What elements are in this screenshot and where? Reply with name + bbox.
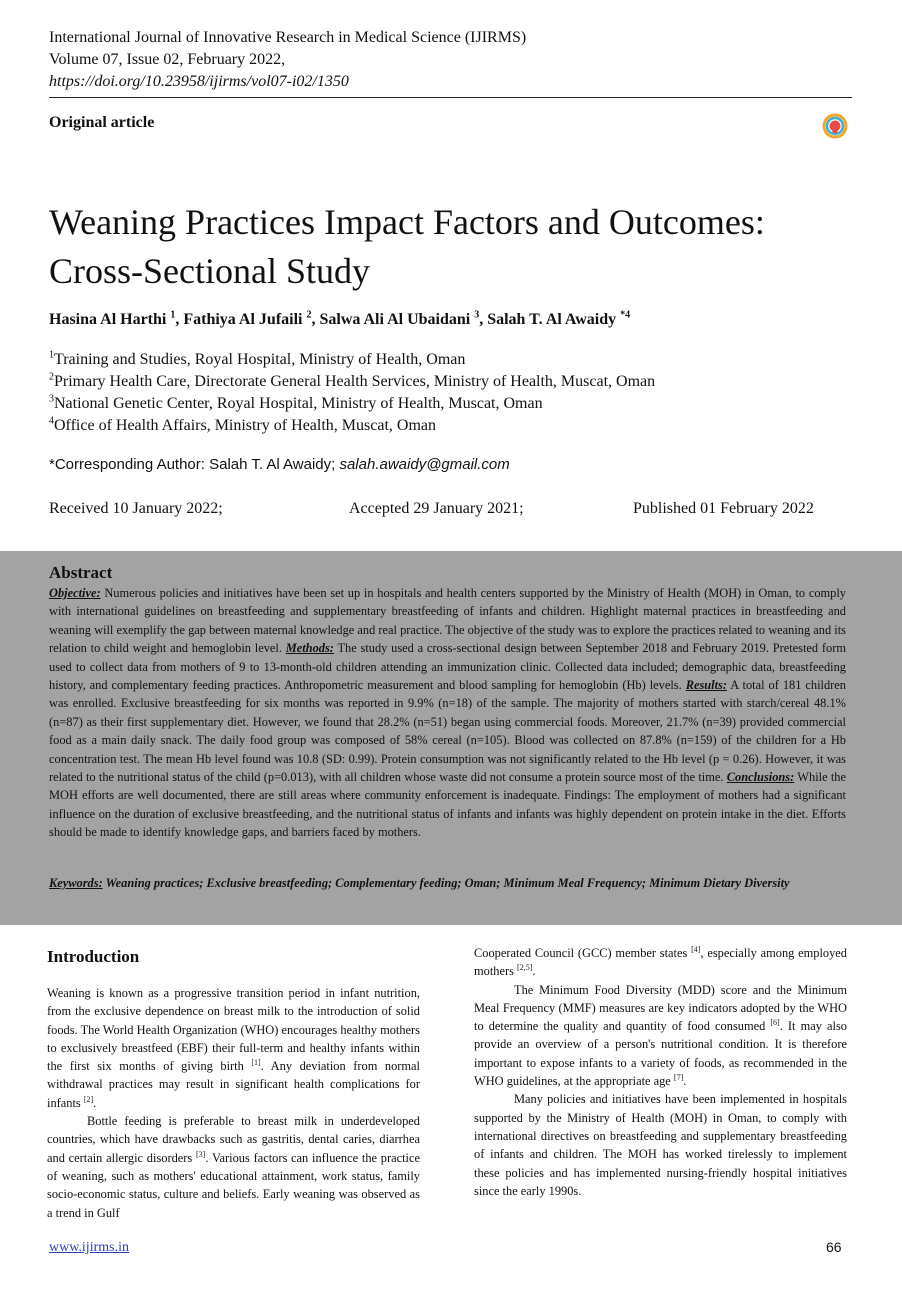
paragraph — [474, 981, 847, 1091]
author-name: Hasina Al Harthi — [49, 311, 167, 328]
keywords-label: Keywords: — [49, 876, 103, 890]
title-line-2: Cross-Sectional Study — [49, 251, 370, 291]
affiliation-text: Training and Studies, Royal Hospital, Ministry of Health, Oman — [54, 351, 466, 368]
author-name: Salah T. Al Awaidy — [487, 311, 617, 328]
article-type: Original article — [49, 114, 155, 131]
affiliation-1 — [49, 349, 465, 371]
citation[interactable]: [6] — [770, 1018, 780, 1028]
text: Weaning is known as a progressive transition period in infant nutrition, from the exclusive dependence on breast milk to the introduction of solid foods. The World Health Organization (WHO) encourages healthy mothers to exclusively breastfeed (EBF) their full-term and healthy infants within the first six months of giving birth — [47, 986, 420, 1074]
citation[interactable]: [2,5] — [517, 963, 533, 973]
text: . — [683, 1074, 687, 1089]
methods-label: Methods: — [285, 641, 334, 656]
affiliation-number: 1 — [49, 349, 54, 361]
article-title — [49, 198, 849, 296]
volume-issue: Volume 07, Issue 02, February 2022, — [49, 51, 286, 68]
header-divider — [49, 97, 852, 98]
keywords — [49, 874, 846, 892]
text: . Various factors can influence the practice of weaning, such as mothers' educational attainment, work status, family socio-economic status, culture and beliefs. Early weaning was observed as a trend in Gulf — [47, 1150, 420, 1220]
page-number: 66 — [826, 1239, 842, 1255]
corresponding-author — [49, 456, 510, 473]
author-affiliation-mark: 2 — [306, 309, 312, 321]
paragraph — [474, 1090, 847, 1200]
doi-link[interactable]: https://doi.org/10.23958/ijirms/vol07-i02/1350 — [49, 73, 349, 90]
citation[interactable]: [4] — [691, 944, 701, 954]
paragraph — [474, 944, 847, 981]
published-date: Published 01 February 2022 — [633, 500, 814, 517]
text: The Minimum Food Diversity (MDD) score and the Minimum Meal Frequency (MMF) measures are key indicators adopted by the WHO to determine the quality and quantity of food consumed — [474, 982, 847, 1034]
conclusions-label: Conclusions: — [726, 770, 795, 785]
author-name: Fathiya Al Jufaili — [183, 311, 303, 328]
corresponding-email[interactable]: salah.awaidy@gmail.com — [339, 456, 510, 473]
paragraph — [47, 1112, 420, 1222]
journal-name: International Journal of Innovative Research in Medical Science (IJIRMS) — [49, 29, 527, 46]
conclusions-text: While the MOH efforts are well documented, there are still areas where community enforcement is inadequate. Findings: The employment of mothers had a significant influence on the duration of exclusive breastfeeding, and the nutritional status of infants and infants was highly dependent on protein intake in the diet. Efforts should be made to identify knowledge gaps, and barriers faced by mothers. — [49, 770, 846, 840]
affiliation-number: 3 — [49, 393, 54, 405]
affiliation-number: 2 — [49, 371, 54, 383]
corresponding-label: *Corresponding Author: Salah T. Al Awaidy; — [49, 456, 340, 473]
introduction-heading: Introduction — [47, 947, 140, 966]
affiliation-text: Office of Health Affairs, Ministry of Health, Muscat, Oman — [54, 417, 436, 434]
text: Many policies and initiatives have been implemented in hospitals supported by the Ministry of Health (MOH) in Oman, to comply with international directives on breastfeeding and supplementary breastfeeding of infants and children. The MOH has worked tirelessly to implement these policies and has implemented nursing-friendly hospital initiatives since the early 1990s. — [474, 1092, 847, 1198]
author-list: Hasina Al Harthi $^1$, Fathiya Al Jufaili $^2$, Salwa Ali Al Ubaidani $^3$, Salah T. Al Awaidy $^{*4}$ — [49, 309, 631, 328]
text: . — [93, 1095, 97, 1110]
objective-label: Objective: — [49, 586, 101, 600]
text: Cooperated Council (GCC) member states — [474, 946, 692, 960]
author-affiliation-mark: *4 — [620, 309, 631, 321]
affiliation-text: National Genetic Center, Royal Hospital, Ministry of Health, Muscat, Oman — [54, 395, 543, 412]
right-column — [474, 944, 847, 1200]
left-column — [47, 984, 420, 1222]
text: , especially among employed mothers — [474, 946, 847, 979]
text: . Any deviation from normal withdrawal practices may result in significant health complications for infants — [47, 1059, 420, 1110]
results-label: Results: — [685, 678, 727, 693]
author-affiliation-mark: 1 — [170, 309, 176, 321]
accepted-date: Accepted 29 January 2021; — [349, 500, 524, 517]
abstract-heading: Abstract — [49, 563, 113, 582]
author-affiliation-mark: 3 — [474, 309, 480, 321]
objective-text: Numerous policies and initiatives have been set up in hospitals and health centers supported by the Ministry of Health (MOH) in Oman, to comply with international guidelines on breastfeeding and supplementary breastfeeding of infants and children. Highlight maternal practices in breastfeeding and weaning will exemplify the gap between maternal knowledge and real practice. The objective of the study was to explore the practices related to weaning and its relation to child weight and hemoglobin level. — [49, 586, 846, 656]
keywords-text: Weaning practices; Exclusive breastfeeding; Complementary feeding; Oman; Minimum Meal Frequency; Minimum Dietary Diversity — [102, 876, 790, 890]
text: . It may also provide an overview of a person's nutritional condition. It is therefore important to expose infants to a variety of foods, as recommended in the WHO guidelines, at the appropriate age — [474, 1019, 847, 1089]
methods-text: The study used a cross-sectional design between September 2018 and February 2019. Pretested form used to collect data from mothers of 9 to 13-month-old children attending an immunization clinic. Collected data included; demographic data, breastfeeding history, and complementary feeding practices. Anthropometric measurement and blood sampling for hemoglobin (Hb) levels. — [49, 641, 846, 693]
title-line-1: Weaning Practices Impact Factors and Outcomes: — [49, 202, 765, 242]
affiliation-number: 4 — [49, 415, 54, 427]
text: . — [532, 964, 536, 979]
citation[interactable]: [7] — [673, 1072, 684, 1082]
citation[interactable]: [3] — [196, 1149, 206, 1159]
abstract-body — [49, 584, 846, 842]
affiliation-text: Primary Health Care, Directorate General Health Services, Ministry of Health, Muscat, Oman — [54, 373, 656, 390]
citation[interactable]: [1] — [251, 1058, 261, 1068]
affiliation-2 — [49, 371, 655, 393]
journal-website-link[interactable]: www.ijirms.in — [49, 1240, 129, 1255]
text: Bottle feeding is preferable to breast milk in underdeveloped countries, which have drawbacks such as gastritis, dental caries, diarrhea and certain allergic disorders — [47, 1114, 420, 1165]
affiliation-4 — [49, 415, 436, 437]
author-name: Salwa Ali Al Ubaidani — [319, 311, 471, 328]
results-text: A total of 181 children was enrolled. Exclusive breastfeeding for six months was reported in 9.9% (n=18) of the sample. The majority of mothers started with starch/cereal 48.1% (n=87) as their first supplementary diet. However, we found that 28.2% (n=51) began using commercial foods. Moreover, 21.7% (n=39) provided commercial food as a main daily snack. The daily food group was composed of 58% cereal (n=105). Blood was collected on 87.8% (n=159) of the children for a Hb concentration test. The mean Hb level found was 10.8 (SD: 0.99). Protein consumption was not significantly related to the Hb level (p = 0.26). However, it was related to the nutritional status of the child (p=0.013), with all children whose waste did not consume a protein source most of the time. — [49, 678, 846, 785]
citation[interactable]: [2] — [83, 1094, 94, 1104]
affiliation-3 — [49, 393, 543, 415]
received-date: Received 10 January 2022; — [49, 500, 223, 517]
paragraph — [47, 984, 420, 1112]
open-access-icon[interactable] — [822, 113, 848, 139]
